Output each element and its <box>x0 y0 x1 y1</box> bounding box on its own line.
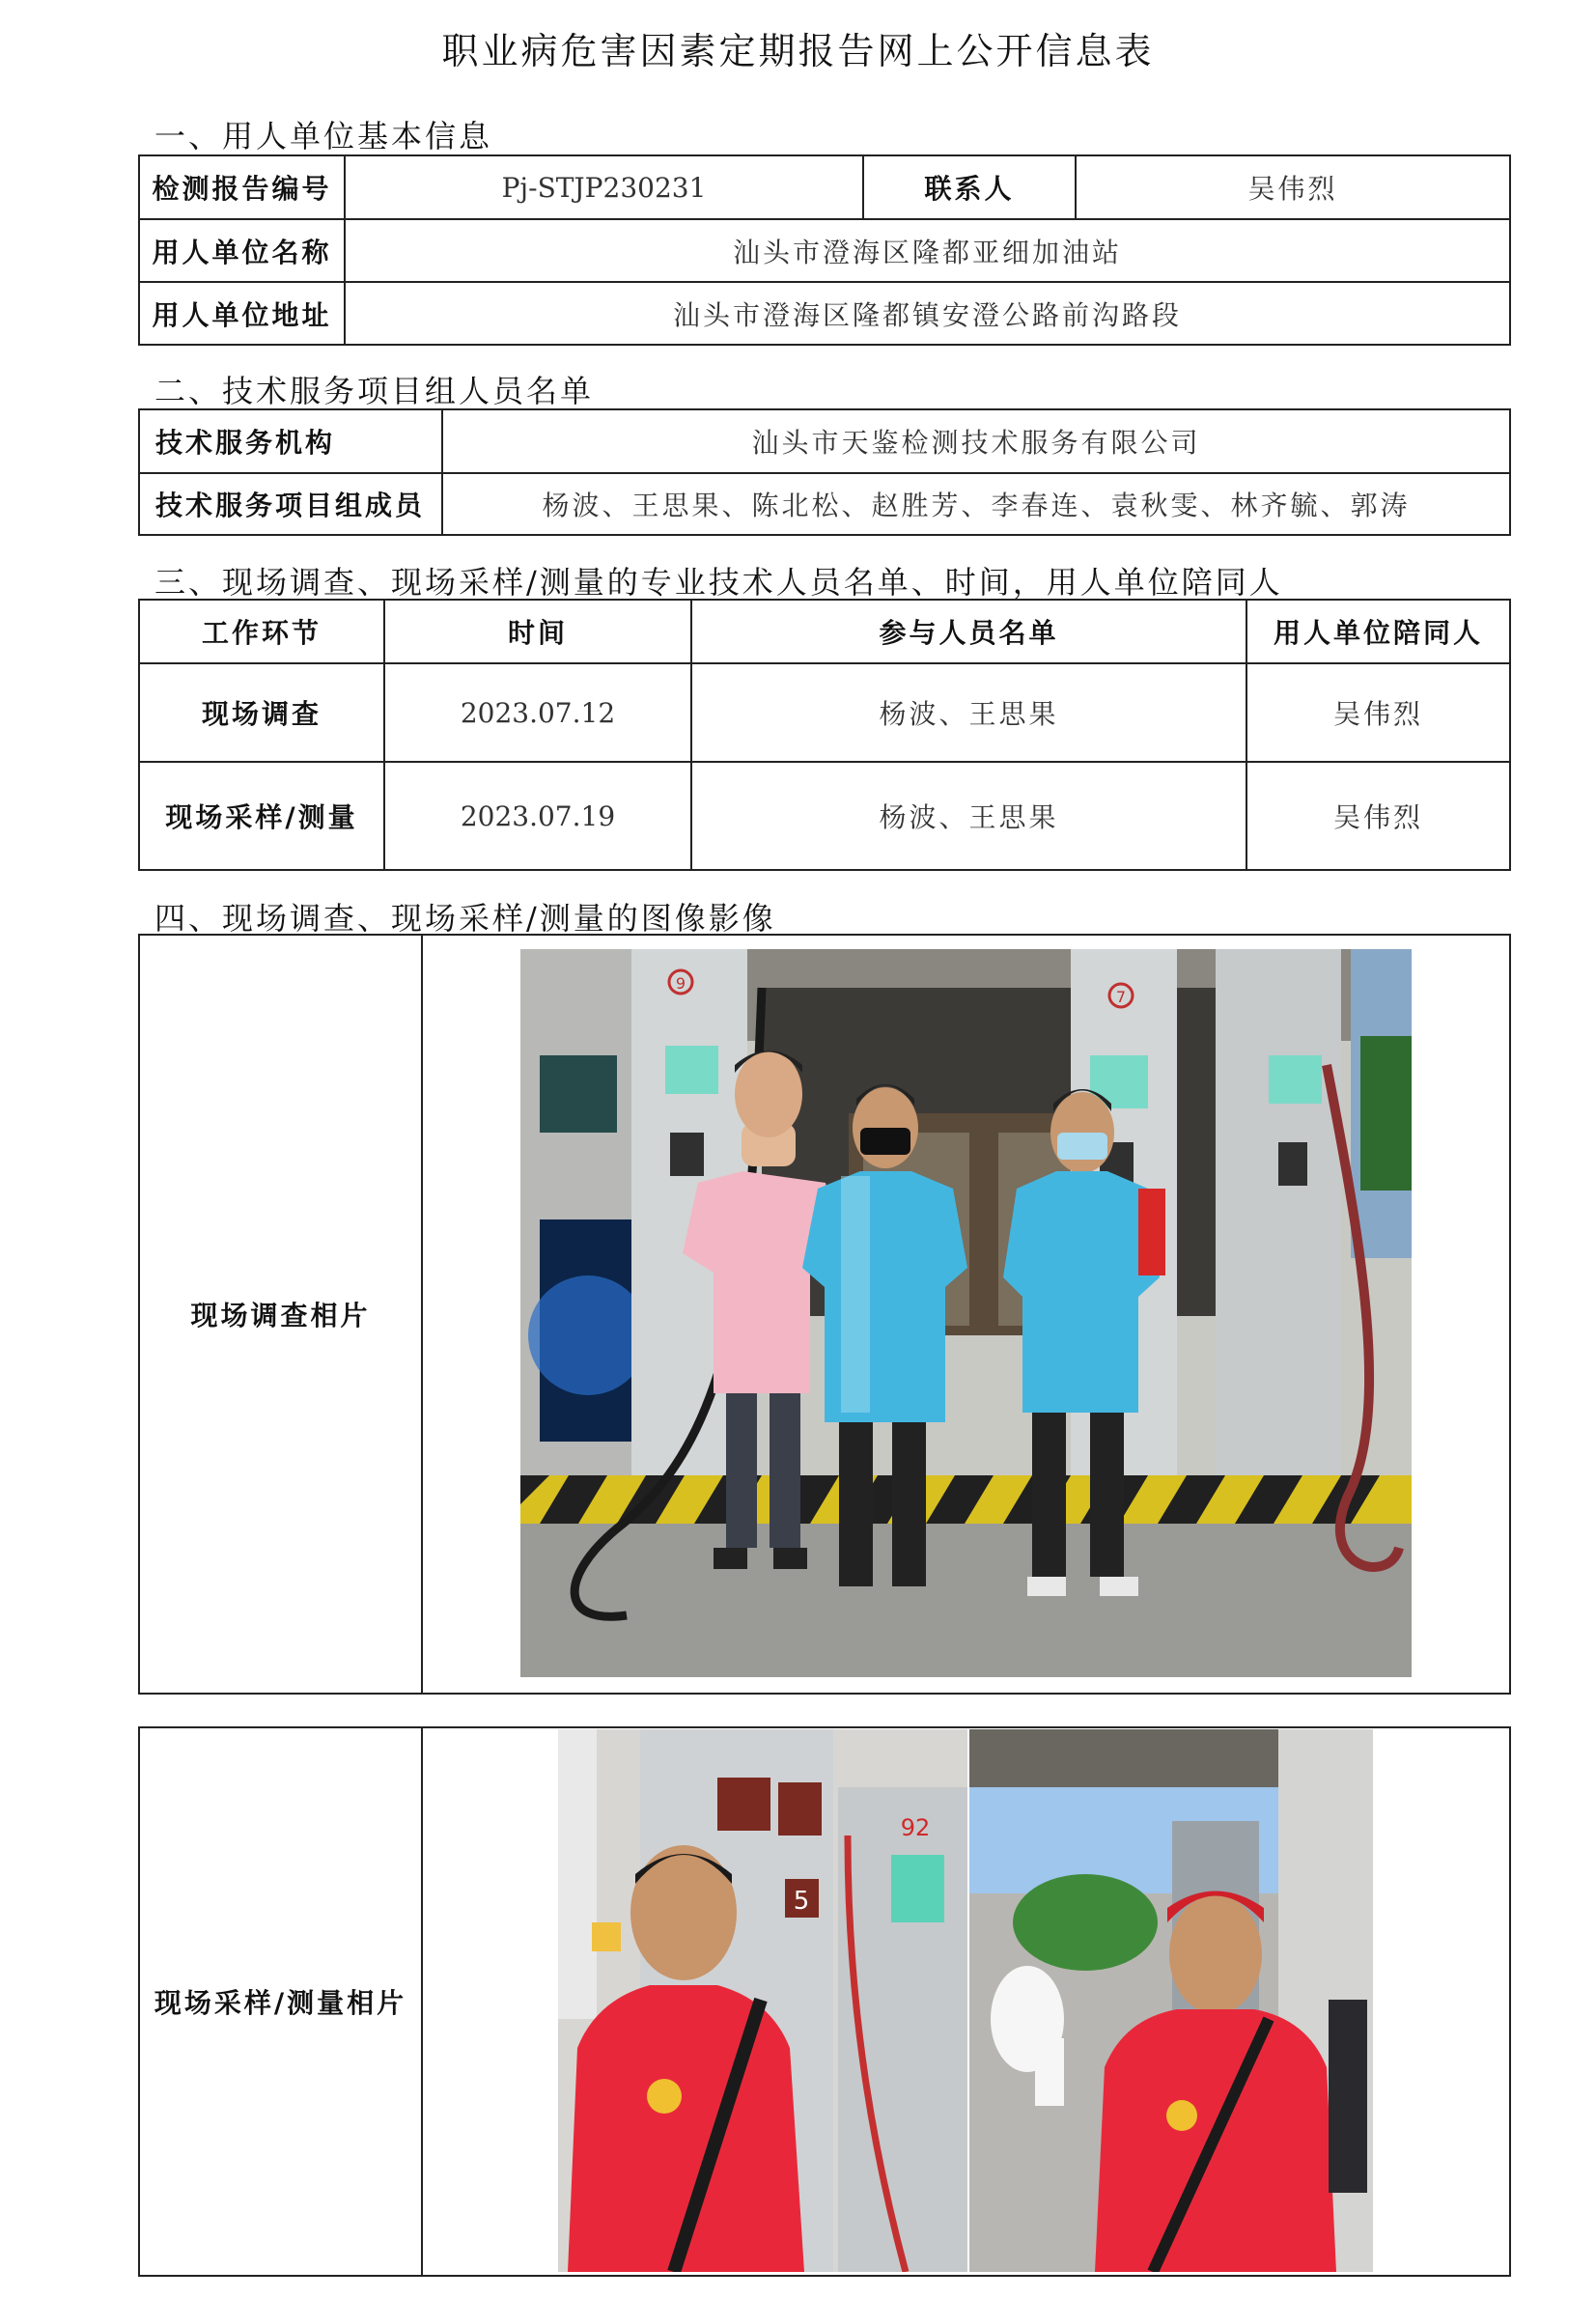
stage-cell: 现场调查 <box>139 663 384 762</box>
survey-table <box>138 599 1511 871</box>
header-escort: 用人单位陪同人 <box>1246 600 1510 663</box>
sampling-photo-label: 现场采样/测量相片 <box>139 1727 422 2276</box>
report-no-label: 检测报告编号 <box>139 155 345 219</box>
people-cell: 杨波、王思果 <box>691 663 1246 762</box>
section-2-heading: 二、技术服务项目组人员名单 <box>154 373 595 409</box>
people-cell: 杨波、王思果 <box>691 762 1246 870</box>
contact-label: 联系人 <box>863 155 1076 219</box>
sampling-photo-left <box>558 1729 967 2272</box>
team-table <box>138 408 1511 536</box>
report-no-value: Pj-STJP230231 <box>345 155 863 219</box>
unit-info-table <box>138 154 1511 346</box>
org-value: 汕头市天鉴检测技术服务有限公司 <box>442 409 1510 473</box>
page-title: 职业病危害因素定期报告网上公开信息表 <box>441 30 1155 72</box>
pump-number-7: 7 <box>1115 988 1127 1006</box>
contact-value: 吴伟烈 <box>1076 155 1510 219</box>
section-1-heading: 一、用人单位基本信息 <box>154 118 493 154</box>
header-date: 时间 <box>384 600 691 663</box>
pump-number-92: 92 <box>900 1814 931 1841</box>
header-people: 参与人员名单 <box>691 600 1246 663</box>
date-cell: 2023.07.19 <box>384 762 691 870</box>
table-row <box>139 762 1510 870</box>
unit-address-label: 用人单位地址 <box>139 282 345 345</box>
unit-address-value: 汕头市澄海区隆都镇安澄公路前沟路段 <box>345 282 1510 345</box>
pump-number-9: 9 <box>675 974 686 993</box>
escort-cell: 吴伟烈 <box>1246 663 1510 762</box>
section-4-heading: 四、现场调查、现场采样/测量的图像影像 <box>154 900 776 937</box>
header-stage: 工作环节 <box>139 600 384 663</box>
org-label: 技术服务机构 <box>139 409 442 473</box>
table-row <box>139 663 1510 762</box>
stage-cell: 现场采样/测量 <box>139 762 384 870</box>
escort-cell: 吴伟烈 <box>1246 762 1510 870</box>
members-value: 杨波、王思果、陈北松、赵胜芳、李春连、袁秋雯、林齐毓、郭涛 <box>442 473 1510 535</box>
survey-photo <box>520 949 1412 1677</box>
unit-name-label: 用人单位名称 <box>139 219 345 282</box>
members-label: 技术服务项目组成员 <box>139 473 442 535</box>
survey-photo-label: 现场调查相片 <box>139 935 422 1694</box>
pump-number-5: 5 <box>793 1887 810 1916</box>
section-3-heading: 三、现场调查、现场采样/测量的专业技术人员名单、时间，用人单位陪同人 <box>154 564 1283 601</box>
sampling-photo-right <box>969 1729 1373 2272</box>
date-cell: 2023.07.12 <box>384 663 691 762</box>
unit-name-value: 汕头市澄海区隆都亚细加油站 <box>345 219 1510 282</box>
